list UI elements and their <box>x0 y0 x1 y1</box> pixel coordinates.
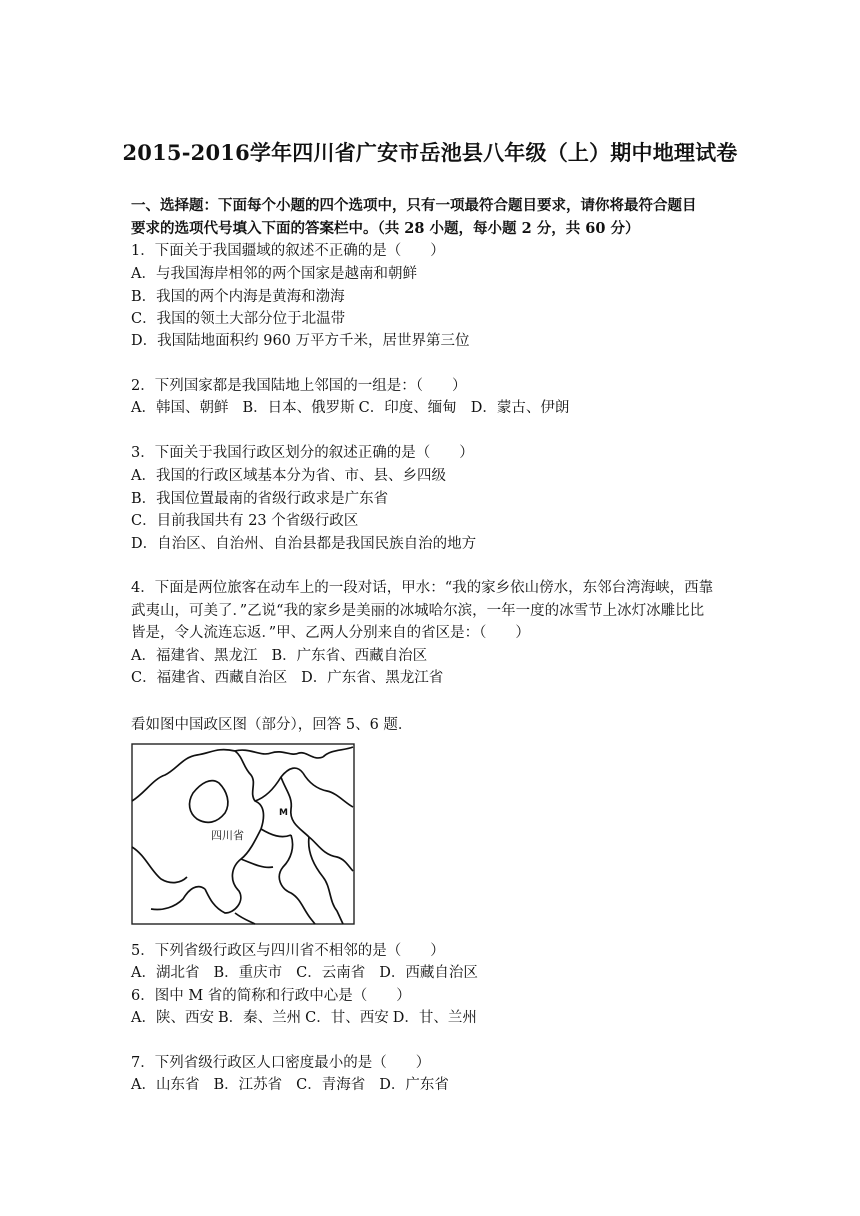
map-intro: 看如图中国政区图（部分），回答 5、6 题． <box>131 717 413 733</box>
section-instruction-line1: 一、选择题：下面每个小题的四个选项中，只有一项最符合题目要求，请你将最符合题目 <box>131 197 697 214</box>
question-4-options-row1 <box>131 646 441 666</box>
question-4-stem-line1: 4．下面是两位旅客在动车上的一段对话，甲水：“我的家乡依山傍水，东邻台湾海峡，西靠 <box>131 580 714 596</box>
question-6-option-c: C．甘、西安 <box>305 1010 389 1026</box>
question-5-option-b: B．重庆市 <box>213 965 283 981</box>
question-4-options-row2 <box>131 668 457 688</box>
question-6-stem: 6．图中 M 省的简称和行政中心是（ ） <box>131 988 411 1004</box>
question-6-options <box>131 1008 491 1028</box>
question-6-option-d: D．甘、兰州 <box>392 1010 477 1026</box>
question-1-option-d: D．我国陆地面积约 960 万平方千米，居世界第三位 <box>131 333 470 349</box>
question-5-options <box>131 963 492 983</box>
question-5-stem: 5．下列省级行政区与四川省不相邻的是（ ） <box>131 943 445 959</box>
question-7-options <box>131 1075 463 1095</box>
map-label-m: M <box>279 808 288 818</box>
question-5-option-d: D．西藏自治区 <box>379 965 478 981</box>
question-3-option-c: C．目前我国共有 23 个省级行政区 <box>131 513 359 529</box>
question-2-option-c: C．印度、缅甸 <box>358 400 457 416</box>
question-4-stem-line3: 皆是，令人流连忘返．”甲、乙两人分别来自的省区是：（ ） <box>131 625 530 641</box>
question-7-stem: 7．下列省级行政区人口密度最小的是（ ） <box>131 1055 431 1071</box>
map-label-sichuan: 四川省 <box>211 829 244 842</box>
section-instruction-line2: 要求的选项代号填入下面的答案栏中。（共 28 小题，每小题 2 分，共 60 分） <box>131 220 640 237</box>
question-3-option-a: A．我国的行政区域基本分为省、市、县、乡四级 <box>131 468 446 484</box>
question-4-stem-line2: 武夷山，可美了．”乙说“我的家乡是美丽的冰城哈尔滨，一年一度的冰雪节上冰灯冰雕比比 <box>131 603 705 619</box>
question-2-option-d: D．蒙古、伊朗 <box>470 400 570 416</box>
question-7-option-a: A．山东省 <box>131 1077 200 1093</box>
question-4-option-a: A．福建省、黑龙江 <box>131 648 258 664</box>
question-3-option-b: B．我国位置最南的省级行政求是广东省 <box>131 491 389 507</box>
exam-title: 2015-2016学年四川省广安市岳池县八年级（上）期中地理试卷 <box>122 140 738 165</box>
question-7-option-c: C．青海省 <box>296 1077 366 1093</box>
question-4-option-d: D．广东省、黑龙江省 <box>301 670 444 686</box>
question-3-stem: 3．下面关于我国行政区划分的叙述正确的是（ ） <box>131 445 474 461</box>
question-1-option-c: C．我国的领土大部分位于北温带 <box>131 311 346 327</box>
question-1-stem: 1．下面关于我国疆域的叙述不正确的是（ ） <box>131 243 445 259</box>
question-2-option-b: B．日本、俄罗斯 <box>242 400 355 416</box>
question-4-option-c: C．福建省、西藏自治区 <box>131 670 288 686</box>
question-1-option-b: B．我国的两个内海是黄海和渤海 <box>131 289 345 305</box>
question-2-option-a: A．韩国、朝鲜 <box>131 400 229 416</box>
question-7-option-d: D．广东省 <box>379 1077 449 1093</box>
china-province-map <box>131 743 355 925</box>
question-6-option-b: B．秦、兰州 <box>217 1010 302 1026</box>
question-2-stem: 2．下列国家都是我国陆地上邻国的一组是：（ ） <box>131 378 467 394</box>
question-3-option-d: D．自治区、自治州、自治县都是我国民族自治的地方 <box>131 536 477 552</box>
question-5-option-c: C．云南省 <box>296 965 366 981</box>
question-6-option-a: A．陕、西安 <box>131 1010 214 1026</box>
question-4-option-b: B．广东省、西藏自治区 <box>271 648 428 664</box>
question-1-option-a: A．与我国海岸相邻的两个国家是越南和朝鲜 <box>131 266 417 282</box>
question-2-options <box>131 398 583 418</box>
question-7-option-b: B．江苏省 <box>213 1077 283 1093</box>
question-5-option-a: A．湖北省 <box>131 965 200 981</box>
